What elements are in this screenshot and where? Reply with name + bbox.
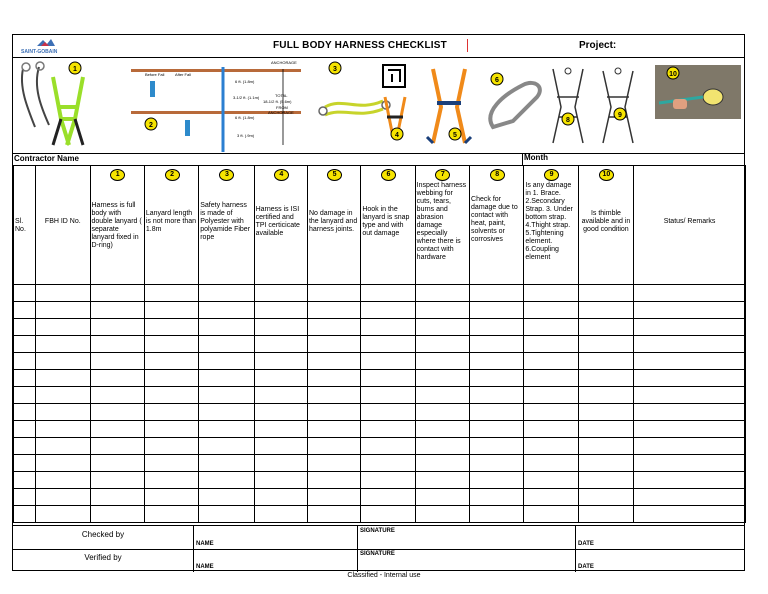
table-cell[interactable] — [634, 489, 746, 506]
table-cell[interactable] — [524, 319, 578, 336]
svg-text:4: 4 — [395, 132, 399, 139]
table-cell[interactable] — [90, 404, 144, 421]
table-cell[interactable] — [524, 370, 578, 387]
table-cell[interactable] — [634, 404, 746, 421]
table-row — [14, 370, 746, 387]
table-cell[interactable] — [578, 404, 633, 421]
table-cell[interactable] — [578, 387, 633, 404]
table-cell[interactable] — [361, 506, 415, 523]
number-badge: 3 — [219, 169, 234, 181]
table-row — [14, 353, 746, 370]
table-row — [14, 319, 746, 336]
table-cell[interactable] — [634, 421, 746, 438]
table-cell[interactable] — [634, 506, 746, 523]
svg-text:ANCHORAGE: ANCHORAGE — [271, 60, 297, 65]
table-cell[interactable] — [307, 472, 360, 489]
svg-text:6: 6 — [495, 77, 499, 84]
table-cell[interactable] — [415, 370, 469, 387]
table-cell[interactable] — [470, 336, 524, 353]
header-row — [14, 166, 746, 285]
col-criterion-5: 5 No damage in the lanyard and harness joints. — [307, 166, 360, 285]
svg-text:5: 5 — [453, 132, 457, 139]
table-cell[interactable] — [578, 336, 633, 353]
col-criterion-4: 4 Harness is ISI certified and TPI certicicate available — [254, 166, 307, 285]
table-cell[interactable] — [361, 404, 415, 421]
table-cell[interactable] — [524, 353, 578, 370]
table-cell[interactable] — [524, 455, 578, 472]
table-cell[interactable] — [578, 302, 633, 319]
table-cell[interactable] — [578, 472, 633, 489]
svg-text:After Fall: After Fall — [175, 72, 192, 77]
table-cell[interactable] — [90, 472, 144, 489]
table-row — [14, 336, 746, 353]
table-cell[interactable] — [524, 489, 578, 506]
table-cell[interactable] — [199, 404, 254, 421]
table-cell[interactable] — [90, 336, 144, 353]
table-row — [14, 438, 746, 455]
checklist-table — [13, 165, 746, 523]
table-cell[interactable] — [415, 285, 469, 302]
table-cell[interactable] — [524, 506, 578, 523]
verified-name-cell[interactable]: NAME — [194, 549, 358, 572]
table-cell[interactable] — [524, 387, 578, 404]
table-cell[interactable] — [144, 404, 198, 421]
table-cell[interactable] — [307, 438, 360, 455]
svg-text:9: 9 — [618, 112, 622, 119]
svg-text:18-1/2 ft. (5.6m): 18-1/2 ft. (5.6m) — [263, 99, 292, 104]
table-cell[interactable] — [144, 319, 198, 336]
table-cell[interactable] — [254, 455, 307, 472]
table-cell[interactable] — [36, 455, 90, 472]
svg-text:3: 3 — [333, 66, 337, 73]
col-criterion-8: 8 Check for damage due to contact with heat, paint, solvents or corrosives — [470, 166, 524, 285]
table-cell[interactable] — [634, 353, 746, 370]
table-row — [14, 404, 746, 421]
table-cell[interactable] — [470, 302, 524, 319]
table-cell[interactable] — [199, 421, 254, 438]
table-cell[interactable] — [14, 438, 36, 455]
contractor-name-label: Contractor Name — [14, 154, 79, 163]
table-cell[interactable] — [578, 489, 633, 506]
col-sl-no: Sl. No. — [14, 166, 36, 285]
table-cell[interactable] — [254, 370, 307, 387]
table-cell[interactable] — [634, 438, 746, 455]
col-status-remarks: Status/ Remarks — [634, 166, 746, 285]
table-cell[interactable] — [307, 370, 360, 387]
table-cell[interactable] — [144, 506, 198, 523]
table-cell[interactable] — [14, 506, 36, 523]
table-cell[interactable] — [199, 370, 254, 387]
table-cell[interactable] — [634, 472, 746, 489]
month-label: Month — [524, 153, 548, 162]
svg-text:2: 2 — [149, 122, 153, 129]
fall-clearance-diagram — [131, 60, 301, 152]
project-label: Project: — [579, 40, 617, 51]
table-cell[interactable] — [254, 421, 307, 438]
table-cell[interactable] — [254, 353, 307, 370]
col-criterion-6: 6 Hook in the lanyard is snap type and with out damage — [361, 166, 415, 285]
table-cell[interactable] — [90, 285, 144, 302]
number-badge: 7 — [435, 169, 450, 181]
table-cell[interactable] — [14, 370, 36, 387]
isi-mark-image — [383, 65, 405, 137]
table-row — [14, 506, 746, 523]
svg-text:6 ft. (1.8m): 6 ft. (1.8m) — [235, 115, 255, 120]
page-title: FULL BODY HARNESS CHECKLIST — [273, 40, 447, 51]
table-cell[interactable] — [361, 336, 415, 353]
table-cell[interactable] — [634, 387, 746, 404]
table-cell[interactable] — [470, 319, 524, 336]
table-row — [14, 302, 746, 319]
table-cell[interactable] — [307, 489, 360, 506]
table-cell[interactable] — [144, 387, 198, 404]
svg-text:10: 10 — [669, 71, 677, 78]
table-cell[interactable] — [415, 353, 469, 370]
table-cell[interactable] — [470, 438, 524, 455]
svg-text:3 ft. (.9m): 3 ft. (.9m) — [237, 133, 255, 138]
col-criterion-1: 1 Harness is full body with double lanyard ( separate lanyard fixed in D-ring) — [90, 166, 144, 285]
double-lanyard-harness-image — [22, 62, 83, 145]
table-cell[interactable] — [144, 421, 198, 438]
table-cell[interactable] — [199, 302, 254, 319]
table-cell[interactable] — [144, 302, 198, 319]
table-cell[interactable] — [524, 302, 578, 319]
table-cell[interactable] — [14, 302, 36, 319]
table-cell[interactable] — [36, 472, 90, 489]
number-badge: 5 — [327, 169, 342, 181]
col-criterion-2: 2 Lanyard length is not more than 1.8m — [144, 166, 198, 285]
table-cell[interactable] — [361, 302, 415, 319]
harness-illustrations — [13, 57, 746, 153]
table-cell[interactable] — [361, 472, 415, 489]
table-cell[interactable] — [36, 438, 90, 455]
checklist-sheet — [12, 34, 745, 571]
col-fbh-id: FBH ID No. — [36, 166, 90, 285]
checked-by-label-cell: Checked by — [13, 526, 194, 549]
table-row — [14, 455, 746, 472]
lanyard-rope-image — [319, 101, 390, 115]
table-cell[interactable] — [578, 285, 633, 302]
table-cell[interactable] — [144, 489, 198, 506]
table-cell[interactable] — [578, 506, 633, 523]
number-badge: 1 — [110, 169, 125, 181]
table-cell[interactable] — [361, 421, 415, 438]
table-cell[interactable] — [14, 285, 36, 302]
table-cell[interactable] — [90, 370, 144, 387]
table-cell[interactable] — [90, 387, 144, 404]
number-badge: 4 — [274, 169, 289, 181]
table-cell[interactable] — [578, 455, 633, 472]
table-cell[interactable] — [470, 353, 524, 370]
table-cell[interactable] — [90, 302, 144, 319]
svg-text:Before Fall: Before Fall — [145, 72, 165, 77]
number-badge: 9 — [544, 169, 559, 181]
signoff-section — [13, 525, 744, 573]
col-criterion-9: 9 Is any damage in 1. Brace. 2.Secondary Strap. 3. Under bottom strap. 4.Thight strap. 5.Tightening element. 6.Coupling element — [524, 166, 578, 285]
table-cell[interactable] — [144, 336, 198, 353]
svg-text:ANCHORAGE: ANCHORAGE — [268, 110, 294, 115]
table-cell[interactable] — [578, 353, 633, 370]
table-cell[interactable] — [470, 455, 524, 472]
table-cell[interactable] — [361, 489, 415, 506]
table-cell[interactable] — [14, 353, 36, 370]
col-criterion-10: 10 Is thimble available and in good condition — [578, 166, 633, 285]
number-badge: 8 — [490, 169, 505, 181]
verified-date-cell[interactable]: DATE — [578, 564, 594, 570]
table-cell[interactable] — [36, 387, 90, 404]
table-cell[interactable] — [524, 472, 578, 489]
table-cell[interactable] — [578, 421, 633, 438]
table-cell[interactable] — [90, 353, 144, 370]
table-cell[interactable] — [307, 404, 360, 421]
table-cell[interactable] — [199, 319, 254, 336]
table-cell[interactable] — [307, 421, 360, 438]
table-cell[interactable] — [307, 506, 360, 523]
table-cell[interactable] — [307, 455, 360, 472]
table-cell[interactable] — [144, 285, 198, 302]
table-cell[interactable] — [14, 404, 36, 421]
table-cell[interactable] — [14, 387, 36, 404]
table-cell[interactable] — [14, 472, 36, 489]
table-cell[interactable] — [307, 387, 360, 404]
table-cell[interactable] — [14, 455, 36, 472]
table-row — [14, 421, 746, 438]
verified-by-row — [13, 549, 744, 572]
table-cell[interactable] — [199, 506, 254, 523]
table-cell[interactable] — [254, 285, 307, 302]
table-cell[interactable] — [36, 404, 90, 421]
table-cell[interactable] — [524, 404, 578, 421]
table-cell[interactable] — [307, 319, 360, 336]
number-badge: 6 — [381, 169, 396, 181]
number-badge: 10 — [599, 169, 614, 181]
svg-text:8: 8 — [566, 117, 570, 124]
table-cell[interactable] — [254, 404, 307, 421]
harness-sketch-image-9 — [603, 68, 633, 143]
table-cell[interactable] — [415, 438, 469, 455]
table-cell[interactable] — [307, 353, 360, 370]
company-logo — [17, 37, 77, 55]
table-cell[interactable] — [90, 455, 144, 472]
table-cell[interactable] — [254, 438, 307, 455]
table-cell[interactable] — [470, 370, 524, 387]
table-cell[interactable] — [634, 285, 746, 302]
table-cell[interactable] — [415, 455, 469, 472]
table-cell[interactable] — [578, 319, 633, 336]
table-cell[interactable] — [470, 285, 524, 302]
table-cell[interactable] — [36, 302, 90, 319]
table-row — [14, 387, 746, 404]
table-cell[interactable] — [14, 489, 36, 506]
table-row — [14, 285, 746, 302]
table-cell[interactable] — [90, 506, 144, 523]
table-cell[interactable] — [199, 353, 254, 370]
number-badge: 2 — [165, 169, 180, 181]
header-row — [13, 35, 744, 58]
table-cell[interactable] — [254, 387, 307, 404]
table-row — [14, 472, 746, 489]
table-cell[interactable] — [36, 336, 90, 353]
table-cell[interactable] — [634, 455, 746, 472]
table-cell[interactable] — [524, 438, 578, 455]
table-cell[interactable] — [361, 438, 415, 455]
table-cell[interactable] — [361, 455, 415, 472]
table-cell[interactable] — [254, 506, 307, 523]
illustration-band — [13, 57, 744, 154]
table-cell[interactable] — [254, 319, 307, 336]
table-cell[interactable] — [470, 506, 524, 523]
table-cell[interactable] — [199, 438, 254, 455]
table-cell[interactable] — [634, 302, 746, 319]
table-cell[interactable] — [361, 353, 415, 370]
table-cell[interactable] — [578, 370, 633, 387]
table-cell[interactable] — [307, 302, 360, 319]
table-cell[interactable] — [254, 472, 307, 489]
table-row — [14, 489, 746, 506]
table-cell[interactable] — [361, 319, 415, 336]
table-cell[interactable] — [470, 489, 524, 506]
table-cell[interactable] — [36, 319, 90, 336]
verified-by-label-cell: Verified by — [13, 549, 194, 572]
verified-signature-cell[interactable]: SIGNATURE — [358, 549, 576, 572]
svg-text:1: 1 — [73, 66, 77, 73]
table-cell[interactable] — [415, 472, 469, 489]
table-cell[interactable] — [199, 285, 254, 302]
table-cell[interactable] — [36, 421, 90, 438]
table-cell[interactable] — [524, 421, 578, 438]
table-cell[interactable] — [199, 336, 254, 353]
table-cell[interactable] — [634, 319, 746, 336]
table-cell[interactable] — [470, 421, 524, 438]
checked-by-row — [13, 526, 744, 550]
table-cell[interactable] — [36, 370, 90, 387]
svg-text:3-1/2 ft. (1.1m): 3-1/2 ft. (1.1m) — [233, 95, 260, 100]
snap-hook-image — [490, 83, 540, 127]
table-cell[interactable] — [90, 421, 144, 438]
table-cell[interactable] — [144, 438, 198, 455]
table-cell[interactable] — [524, 336, 578, 353]
table-cell[interactable] — [144, 353, 198, 370]
table-cell[interactable] — [254, 302, 307, 319]
table-cell[interactable] — [14, 319, 36, 336]
table-cell[interactable] — [415, 404, 469, 421]
checked-date-cell[interactable]: DATE — [578, 541, 594, 547]
table-cell[interactable] — [415, 319, 469, 336]
table-cell[interactable] — [361, 370, 415, 387]
month-divider — [522, 153, 523, 165]
table-cell[interactable] — [415, 489, 469, 506]
checked-name-cell[interactable]: NAME — [194, 526, 358, 549]
table-cell[interactable] — [470, 404, 524, 421]
classification-footer: Classified - Internal use — [347, 572, 421, 579]
table-cell[interactable] — [415, 336, 469, 353]
table-cell[interactable] — [524, 285, 578, 302]
table-cell[interactable] — [634, 336, 746, 353]
table-cell[interactable] — [634, 370, 746, 387]
col-criterion-7: 7 Inspect harness webbing for cuts, tears, burns and abrasion damage especially where there is contact with hardware — [415, 166, 469, 285]
table-cell[interactable] — [415, 506, 469, 523]
table-cell[interactable] — [36, 506, 90, 523]
table-cell[interactable] — [90, 489, 144, 506]
table-cell[interactable] — [144, 455, 198, 472]
table-cell[interactable] — [415, 302, 469, 319]
table-cell[interactable] — [14, 421, 36, 438]
table-cell[interactable] — [36, 489, 90, 506]
table-cell[interactable] — [199, 489, 254, 506]
table-cell[interactable] — [199, 455, 254, 472]
table-cell[interactable] — [90, 438, 144, 455]
table-cell[interactable] — [36, 285, 90, 302]
logo-text: SAINT-GOBAIN — [21, 49, 58, 55]
table-cell[interactable] — [470, 387, 524, 404]
table-cell[interactable] — [361, 285, 415, 302]
checked-signature-cell[interactable]: SIGNATURE — [358, 526, 576, 549]
table-cell[interactable] — [415, 421, 469, 438]
svg-text:FROM: FROM — [276, 105, 288, 110]
table-cell[interactable] — [254, 489, 307, 506]
col-criterion-3: 3 Safety harness is made of Polyester with polyamide Fiber rope — [199, 166, 254, 285]
table-cell[interactable] — [90, 319, 144, 336]
table-cell[interactable] — [199, 472, 254, 489]
table-cell[interactable] — [144, 370, 198, 387]
red-divider — [467, 39, 468, 52]
harness-sketch-image-8 — [553, 68, 583, 143]
table-cell[interactable] — [14, 336, 36, 353]
table-cell[interactable] — [307, 336, 360, 353]
table-cell[interactable] — [144, 472, 198, 489]
table-cell[interactable] — [361, 387, 415, 404]
table-cell[interactable] — [199, 387, 254, 404]
svg-text:6 ft. (1.8m): 6 ft. (1.8m) — [235, 79, 255, 84]
svg-text:TOTAL: TOTAL — [275, 93, 288, 98]
table-cell[interactable] — [578, 438, 633, 455]
table-cell[interactable] — [36, 353, 90, 370]
table-cell[interactable] — [307, 285, 360, 302]
table-cell[interactable] — [415, 387, 469, 404]
table-cell[interactable] — [470, 472, 524, 489]
table-cell[interactable] — [254, 336, 307, 353]
